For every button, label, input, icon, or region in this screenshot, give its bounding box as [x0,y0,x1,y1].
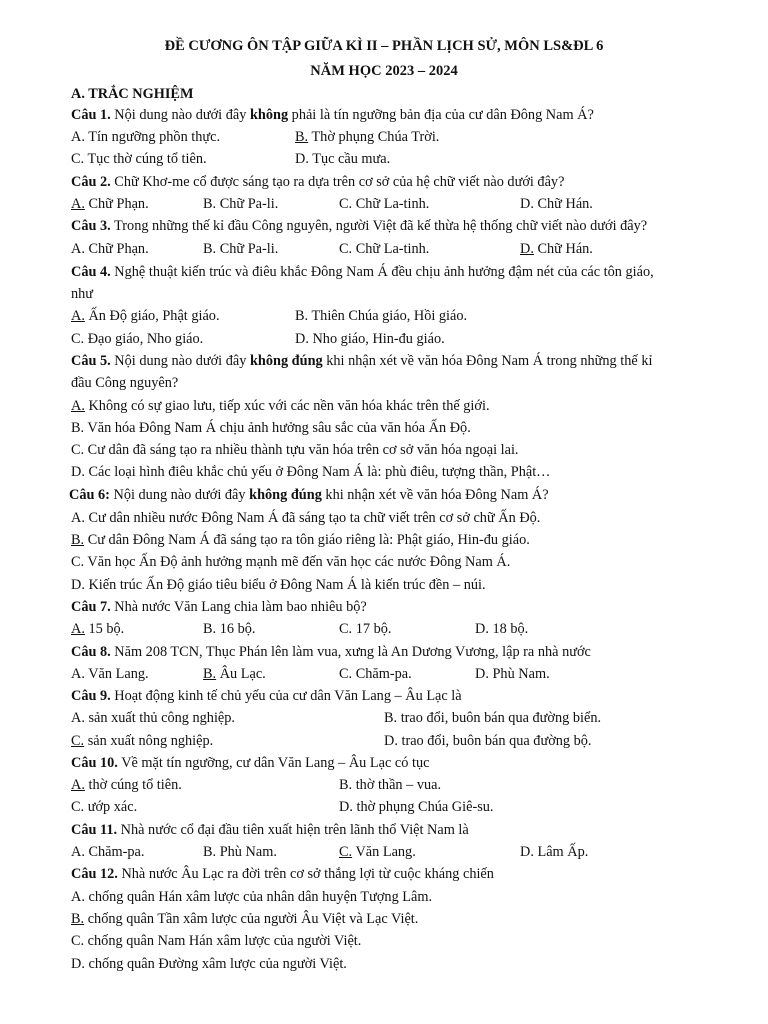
option-c: C. Cư dân đã sáng tạo ra nhiều thành tựu văn hóa trên cơ sở văn hóa ngoại lai. [71,442,519,458]
option-a: A. Tín ngưỡng phồn thực. [71,129,221,145]
question-2: Câu 2. Chữ Khơ-me cổ được sáng tạo ra dựa trên cơ sở của hệ chữ viết nào dưới đây? [71,174,565,190]
question-5-continued: đầu Công nguyên? [71,375,179,391]
question-12: Câu 12. Nhà nước Âu Lạc ra đời trên cơ sở thắng lợi từ cuộc kháng chiến [71,866,494,882]
question-label: Câu 4. [71,264,111,280]
question-label: Câu 3. [71,218,111,234]
option-d: D. Nho giáo, Hin-đu giáo. [295,331,445,347]
question-label: Câu 11. [71,822,118,838]
option-d: D. Kiến trúc Ấn Độ giáo tiêu biểu ở Đông Nam Á là kiến trúc đền – núi. [71,577,486,593]
option-a: A. chống quân Hán xâm lược của nhân dân huyện Tượng Lâm. [71,889,433,905]
option-b-correct: B. chống quân Tần xâm lược của người Âu Việt và Lạc Việt. [71,911,419,927]
option-c: C. Tục thờ cúng tổ tiên. [71,151,207,167]
option-b-correct: B. Cư dân Đông Nam Á đã sáng tạo ra tôn giáo riêng là: Phật giáo, Hin-đu giáo. [71,532,530,548]
question-8: Câu 8. Năm 208 TCN, Thục Phán lên làm vua, xưng là An Dương Vương, lập ra nhà nước [71,644,591,660]
option-c: C. Chữ La-tinh. [339,241,430,257]
option-a: A. Cư dân nhiều nước Đông Nam Á đã sáng tạo ta chữ viết trên cơ sở chữ Ấn Độ. [71,510,541,526]
option-b: B. Chữ Pa-li. [203,241,279,257]
option-d-correct: D. Chữ Hán. [520,241,593,257]
question-3: Câu 3. Trong những thế kỉ đầu Công nguyên, người Việt đã kế thừa hệ thống chữ viết nào dưới đây? [71,218,648,234]
question-label: Câu 1. [71,107,111,123]
question-7: Câu 7. Nhà nước Văn Lang chia làm bao nhiêu bộ? [71,599,367,615]
question-11: Câu 11. Nhà nước cổ đại đầu tiên xuất hiện trên lãnh thổ Việt Nam là [71,822,469,838]
option-c: C. 17 bộ. [339,621,392,637]
option-b: B. Chữ Pa-li. [203,196,279,212]
option-b: B. trao đổi, buôn bán qua đường biển. [384,710,602,726]
question-label: Câu 6: [69,487,110,503]
option-a-correct: A. thờ cúng tổ tiên. [71,777,182,793]
option-d: D. Tục cầu mưa. [295,151,391,167]
option-b: B. Phù Nam. [203,844,277,860]
option-a: A. sản xuất thủ công nghiệp. [71,710,235,726]
question-9: Câu 9. Hoạt động kinh tế chủ yếu của cư dân Văn Lang – Âu Lạc là [71,688,462,704]
keyword: không đúng [249,487,322,503]
option-b-correct: B. Âu Lạc. [203,666,266,682]
school-year: NĂM HỌC 2023 – 2024 [310,63,458,79]
option-d: D. Chữ Hán. [520,196,593,212]
option-b: B. thờ thần – vua. [339,777,442,793]
option-c-correct: C. Văn Lang. [339,844,416,860]
option-c: C. Đạo giáo, Nho giáo. [71,331,204,347]
question-label: Câu 7. [71,599,111,615]
option-a: A. Chữ Phạn. [71,241,149,257]
option-c: C. chống quân Nam Hán xâm lược của người Việt. [71,933,362,949]
option-c: C. ướp xác. [71,799,138,815]
option-c-correct: C. sản xuất nông nghiệp. [71,733,214,749]
option-b: B. Văn hóa Đông Nam Á chịu ảnh hưởng sâu sắc của văn hóa Ấn Độ. [71,420,471,436]
option-d: D. 18 bộ. [475,621,529,637]
option-b: B. 16 bộ. [203,621,256,637]
question-label: Câu 5. [71,353,111,369]
option-d: D. thờ phụng Chúa Giê-su. [339,799,494,815]
option-c: C. Chăm-pa. [339,666,412,682]
option-a: A. Văn Lang. [71,666,149,682]
question-label: Câu 10. [71,755,118,771]
question-label: Câu 9. [71,688,111,704]
question-label: Câu 2. [71,174,111,190]
question-4-continued: như [71,286,94,302]
question-1: Câu 1. Nội dung nào dưới đây không phải là tín ngưỡng bản địa của cư dân Đông Nam Á? [71,107,594,123]
option-a: A. Chăm-pa. [71,844,145,860]
option-d: D. Phù Nam. [475,666,550,682]
option-a-correct: A. Không có sự giao lưu, tiếp xúc với các nền văn hóa khác trên thế giới. [71,398,490,414]
option-d: D. Các loại hình điêu khắc chủ yếu ở Đông Nam Á là: phù điêu, tượng thần, Phật… [71,464,551,480]
option-c: C. Chữ La-tinh. [339,196,430,212]
option-a-correct: A. Chữ Phạn. [71,196,149,212]
question-6: Câu 6: Nội dung nào dưới đây không đúng khi nhận xét về văn hóa Đông Nam Á? [69,487,549,503]
option-d: D. Lâm Ấp. [520,844,589,860]
section-heading: A. TRẮC NGHIỆM [71,86,194,102]
question-5: Câu 5. Nội dung nào dưới đây không đúng khi nhận xét về văn hóa Đông Nam Á trong những thế kỉ [71,353,653,369]
option-a-correct: A. 15 bộ. [71,621,125,637]
question-label: Câu 12. [71,866,118,882]
keyword: không [249,107,289,123]
option-b-correct: B. Thờ phụng Chúa Trời. [295,129,440,145]
option-d: D. trao đổi, buôn bán qua đường bộ. [384,733,592,749]
keyword: không đúng [249,353,323,369]
document-title: ĐỀ CƯƠNG ÔN TẬP GIỮA KÌ II – PHẦN LỊCH SỬ, MÔN LS&ĐL 6 [164,38,604,54]
option-c: C. Văn học Ấn Độ ảnh hưởng mạnh mẽ đến văn học các nước Đông Nam Á. [71,554,511,570]
option-d: D. chống quân Đường xâm lược của người Việt. [71,956,347,972]
option-a-correct: A. Ấn Độ giáo, Phật giáo. [71,308,220,324]
question-4: Câu 4. Nghệ thuật kiến trúc và điêu khắc Đông Nam Á đều chịu ảnh hưởng đậm nét của các tôn giáo, [71,264,654,280]
question-10: Câu 10. Về mặt tín ngưỡng, cư dân Văn Lang – Âu Lạc có tục [71,755,430,771]
option-b: B. Thiên Chúa giáo, Hồi giáo. [295,308,468,324]
question-label: Câu 8. [71,644,111,660]
